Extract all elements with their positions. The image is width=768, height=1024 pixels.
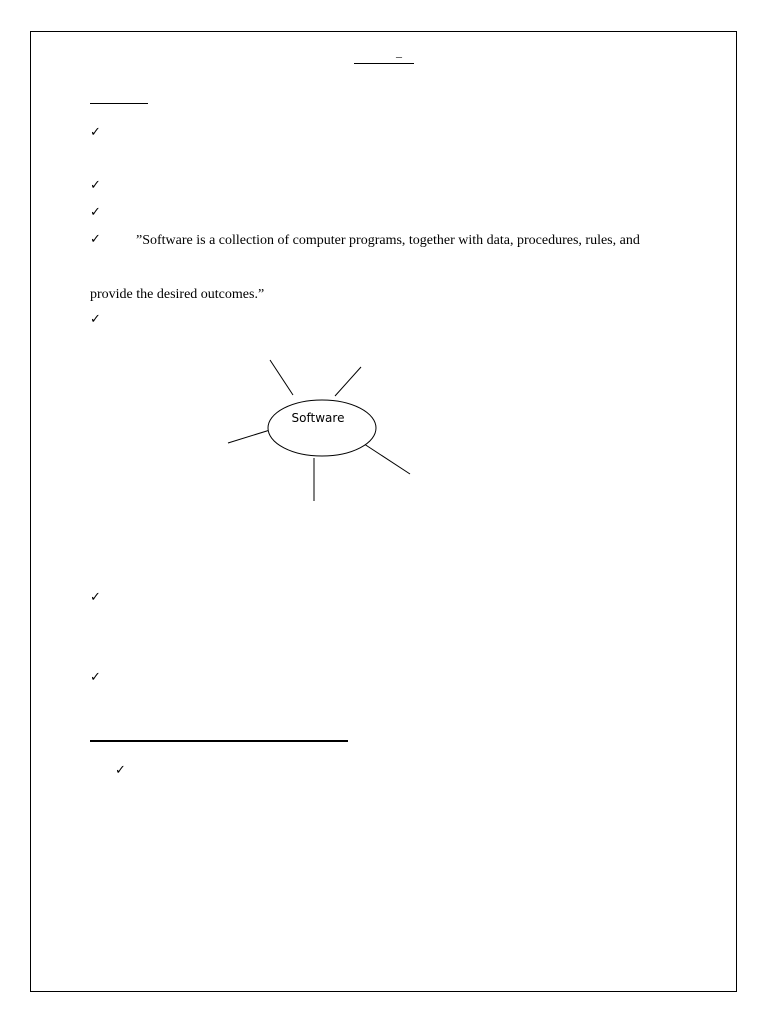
diagram-spoke <box>335 367 361 396</box>
checkmark-icon: ✓ <box>90 670 101 685</box>
checkmark-icon: ✓ <box>90 125 101 140</box>
checkmark-icon: ✓ <box>90 205 101 220</box>
definition-line-2: provide the desired outcomes.” <box>90 287 265 302</box>
section-heading-underline <box>90 740 348 742</box>
page-border <box>30 31 737 992</box>
checkmark-icon: ✓ <box>90 312 101 327</box>
software-node-label: Software <box>291 411 345 425</box>
software-node <box>268 400 376 456</box>
diagram-spoke <box>270 360 293 395</box>
page-title-underline <box>354 63 414 64</box>
checkmark-icon: ✓ <box>115 763 126 778</box>
definition-line-1: ”Software is a collection of computer programs, together with data, procedures, rules, and <box>136 233 640 248</box>
checkmark-icon: ✓ <box>90 178 101 193</box>
checkmark-icon: ✓ <box>90 590 101 605</box>
checkmark-icon: ✓ <box>90 232 101 247</box>
diagram-spoke <box>228 430 270 443</box>
section-heading-underline <box>90 103 148 104</box>
page-title-mark: – <box>396 49 402 63</box>
software-diagram <box>220 350 420 510</box>
